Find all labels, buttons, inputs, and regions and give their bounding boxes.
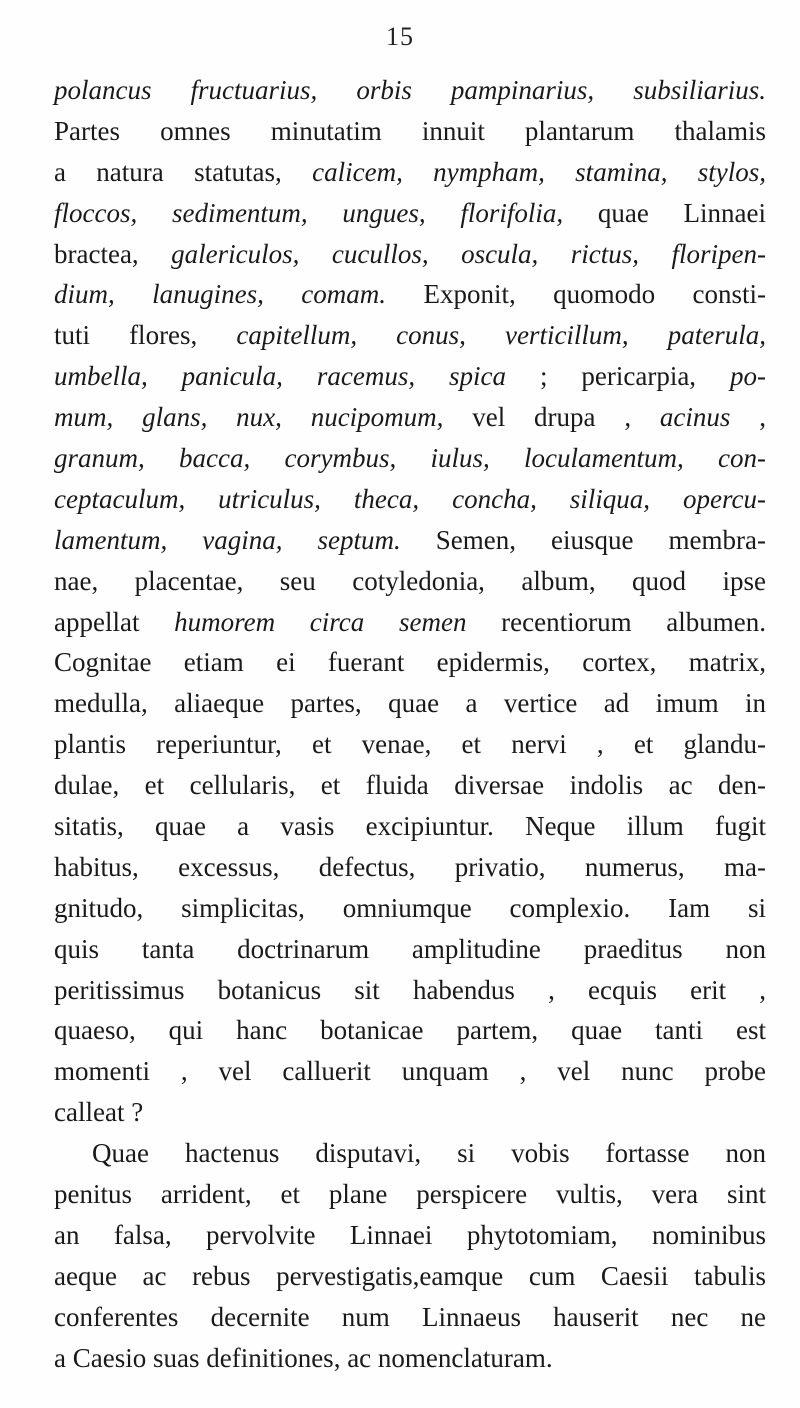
text-line	[54, 315, 766, 356]
text-line	[54, 642, 766, 683]
text-segment: quae Linnaei	[563, 197, 766, 228]
italic-term: humorem circa semen	[174, 606, 467, 637]
italic-term: ceptaculum, utriculus, theca, concha, siliqua, opercu-	[54, 483, 766, 514]
text-line	[54, 397, 766, 438]
text-segment: vel drupa ,	[443, 402, 660, 433]
text-line	[54, 561, 766, 602]
italic-term: polancus fructuarius, orbis pampinarius, subsiliarius.	[54, 75, 766, 105]
text-line	[54, 1051, 766, 1092]
text-line	[54, 1010, 766, 1051]
text-segment: dulae, et cellularis, et fluida diversae indolis ac den-	[54, 770, 766, 801]
text-segment: plantis reperiuntur, et venae, et nervi , et glandu-	[54, 729, 766, 760]
body-text	[54, 70, 766, 1379]
text-segment: sitatis, quae a vasis excipiuntur. Neque illum fugit	[54, 811, 766, 842]
italic-term: granum, bacca, corymbus, iulus, loculamentum, con-	[54, 443, 766, 474]
text-line	[54, 970, 766, 1011]
text-segment: penitus arrident, et plane perspicere vultis, vera sint	[54, 1179, 766, 1210]
text-segment: momenti , vel calluerit unquam , vel nunc probe	[54, 1056, 766, 1087]
text-segment: nae, placentae, seu cotyledonia, album, quod ipse	[54, 565, 766, 596]
text-line	[54, 111, 766, 152]
italic-term: calicem, nympham, stamina, stylos,	[312, 156, 766, 187]
italic-term: mum, glans, nux, nucipomum,	[54, 402, 444, 433]
text-line	[54, 479, 766, 520]
text-line	[54, 765, 766, 806]
text-segment: recentiorum albumen.	[466, 606, 766, 637]
text-line	[54, 274, 766, 315]
text-line	[54, 152, 766, 193]
page-number: 15	[386, 22, 414, 51]
text-line	[54, 683, 766, 724]
text-line	[54, 929, 766, 970]
text-line	[54, 1215, 766, 1256]
text-line	[54, 438, 766, 479]
italic-term: galericulos, cucullos, oscula, rictus, floripen-	[171, 238, 766, 269]
text-segment: an falsa, pervolvite Linnaei phytotomiam, nominibus	[54, 1219, 766, 1250]
text-segment: Cognitae etiam ei fuerant epidermis, cortex, matrix,	[54, 647, 766, 678]
text-segment: conferentes decernite num Linnaeus hauserit nec ne	[54, 1301, 766, 1332]
text-segment: aeque ac rebus pervestigatis,eamque cum Caesii tabulis	[54, 1260, 766, 1291]
text-line	[54, 234, 766, 275]
text-segment: bractea,	[54, 238, 172, 269]
text-line	[54, 520, 766, 561]
italic-term: capitellum, conus, verticillum, paterula,	[236, 320, 766, 351]
text-segment: tuti flores,	[54, 320, 237, 351]
text-segment: appellat	[54, 606, 175, 637]
text-segment: Semen, eiusque membra-	[400, 524, 766, 555]
text-segment: calleat ?	[54, 1097, 144, 1128]
text-line	[54, 1256, 766, 1297]
text-line	[54, 1338, 766, 1379]
text-segment: medulla, aliaeque partes, quae a vertice ad imum in	[54, 688, 766, 719]
text-segment: ; pericarpia,	[506, 361, 730, 392]
text-segment: Partes omnes minutatim innuit plantarum thalamis	[54, 115, 766, 146]
text-line	[54, 356, 766, 397]
text-line	[54, 1133, 766, 1174]
text-line	[54, 724, 766, 765]
text-line	[54, 847, 766, 888]
text-segment: gnitudo, simplicitas, omniumque complexio. Iam si	[54, 892, 766, 923]
text-segment: habitus, excessus, defectus, privatio, numerus, ma-	[54, 851, 766, 882]
italic-term: umbella, panicula, racemus, spica	[54, 361, 507, 392]
text-segment: Quae hactenus disputavi, si vobis fortasse non	[92, 1138, 766, 1169]
text-line	[54, 70, 766, 111]
italic-term: dium, lanugines, comam.	[54, 279, 387, 310]
italic-term: floccos, sedimentum, ungues, florifolia,	[54, 197, 564, 228]
text-line	[54, 1174, 766, 1215]
text-line	[54, 193, 766, 234]
text-segment: a Caesio suas definitiones, ac nomenclaturam.	[54, 1342, 553, 1373]
italic-term: lamentum, vagina, septum.	[54, 524, 401, 555]
text-line	[54, 888, 766, 929]
text-line	[54, 806, 766, 847]
text-segment: Exponit, quomodo consti-	[386, 279, 766, 310]
text-segment: quaeso, qui hanc botanicae partem, quae tanti est	[54, 1015, 766, 1046]
italic-term: po-	[730, 361, 766, 392]
italic-term: acinus	[659, 402, 731, 433]
text-line	[54, 602, 766, 643]
text-line	[54, 1092, 766, 1133]
text-segment: a natura statutas,	[54, 156, 313, 187]
text-line	[54, 1297, 766, 1338]
text-segment: quis tanta doctrinarum amplitudine praeditus non	[54, 933, 766, 964]
text-segment: ,	[730, 402, 766, 433]
text-segment: peritissimus botanicus sit habendus , ecquis erit ,	[54, 974, 766, 1005]
